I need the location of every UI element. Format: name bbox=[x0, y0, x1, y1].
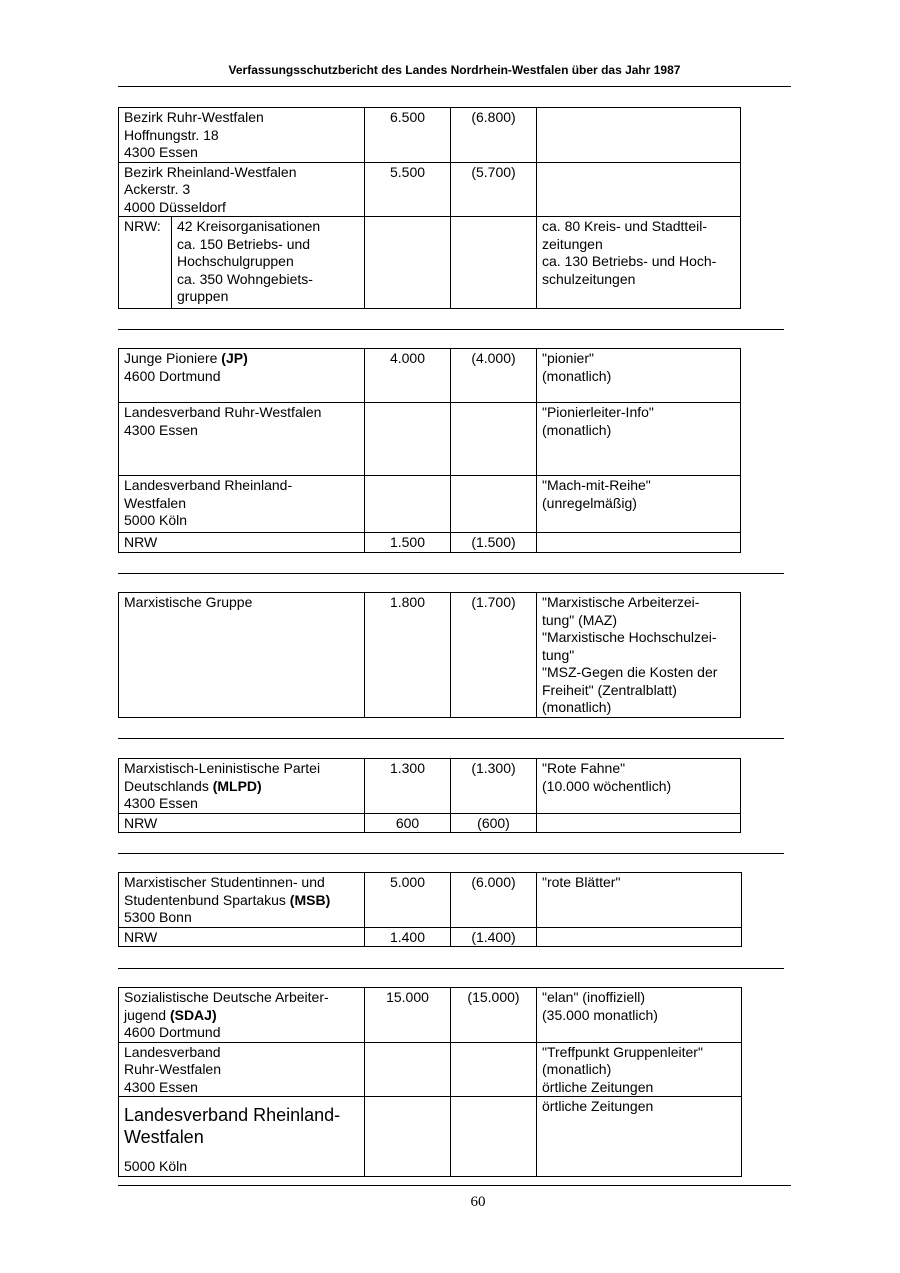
prev-members-cell: (1.700) bbox=[451, 593, 537, 718]
publication-cell: "elan" (inoffiziell) (35.000 monatlich) bbox=[537, 988, 742, 1043]
footer-rule bbox=[118, 1185, 791, 1186]
table-row bbox=[119, 403, 741, 476]
publication-cell: örtliche Zeitungen bbox=[537, 1097, 742, 1177]
prev-members-cell: (15.000) bbox=[451, 988, 537, 1043]
nrw-label: NRW bbox=[119, 927, 365, 947]
table-sdaj bbox=[118, 987, 742, 1177]
publication-cell: "Rote Fahne" (10.000 wöchentlich) bbox=[537, 759, 741, 814]
prev-members-cell bbox=[451, 1097, 537, 1177]
publication-cell: "Mach-mit-Reihe" (unregelmäßig) bbox=[537, 476, 741, 533]
publication-cell bbox=[537, 813, 741, 833]
nrw-label: NRW bbox=[119, 813, 365, 833]
members-cell bbox=[365, 1097, 451, 1177]
table-row bbox=[119, 1042, 742, 1097]
table-marxistische-gruppe bbox=[118, 592, 741, 718]
table-row bbox=[119, 162, 741, 217]
org-cell: Landesverband Ruhr-Westfalen 4300 Essen bbox=[119, 1042, 365, 1097]
prev-members-cell bbox=[451, 217, 537, 309]
table-row bbox=[119, 476, 741, 533]
publication-cell: "pionier" (monatlich) bbox=[537, 349, 741, 403]
prev-members-cell bbox=[451, 1042, 537, 1097]
members-cell bbox=[365, 1042, 451, 1097]
members-cell bbox=[365, 217, 451, 309]
header-rule bbox=[118, 86, 791, 87]
org-cell: Landesverband Rheinland- Westfalen 5000 Köln bbox=[119, 476, 365, 533]
org-cell: Junge Pioniere (JP) 4600 Dortmund bbox=[119, 349, 365, 403]
members-cell bbox=[365, 476, 451, 533]
org-cell: Marxistisch-Leninistische Partei Deutschlands (MLPD) 4300 Essen bbox=[119, 759, 365, 814]
table-row bbox=[119, 759, 741, 814]
prev-members-cell: (1.300) bbox=[451, 759, 537, 814]
prev-members-cell: (6.800) bbox=[451, 108, 537, 163]
members-cell: 600 bbox=[365, 813, 451, 833]
table-row bbox=[119, 108, 741, 163]
members-cell: 1.400 bbox=[365, 927, 451, 947]
members-cell: 1.500 bbox=[365, 533, 451, 553]
publication-cell bbox=[537, 162, 741, 217]
prev-members-cell: (5.700) bbox=[451, 162, 537, 217]
members-cell: 4.000 bbox=[365, 349, 451, 403]
publication-cell bbox=[537, 108, 741, 163]
prev-members-cell: (600) bbox=[451, 813, 537, 833]
prev-members-cell: (1.400) bbox=[451, 927, 537, 947]
table-bezirke bbox=[118, 107, 741, 309]
nrw-label: NRW: bbox=[119, 217, 172, 309]
table-row-nrw bbox=[119, 217, 741, 309]
publication-cell bbox=[537, 927, 742, 947]
section-divider bbox=[118, 853, 784, 854]
table-junge-pioniere bbox=[118, 348, 741, 553]
table-row bbox=[119, 1097, 742, 1177]
page-number: 60 bbox=[470, 1194, 486, 1210]
org-cell: Marxistische Gruppe bbox=[119, 593, 365, 718]
table-row bbox=[119, 349, 741, 403]
section-divider bbox=[118, 573, 784, 574]
table-row bbox=[119, 988, 742, 1043]
members-cell: 1.300 bbox=[365, 759, 451, 814]
members-cell: 15.000 bbox=[365, 988, 451, 1043]
table-mlpd bbox=[118, 758, 741, 833]
members-cell: 6.500 bbox=[365, 108, 451, 163]
org-cell: Bezirk Rheinland-Westfalen Ackerstr. 3 4000 Düsseldorf bbox=[119, 162, 365, 217]
publication-cell: ca. 80 Kreis- und Stadtteil- zeitungen ca. 130 Betriebs- und Hoch- schulzeitungen bbox=[537, 217, 741, 309]
members-cell bbox=[365, 403, 451, 476]
members-cell: 5.000 bbox=[365, 873, 451, 928]
prev-members-cell: (6.000) bbox=[451, 873, 537, 928]
org-cell: Landesverband Rheinland- Westfalen 5000 Köln bbox=[119, 1097, 365, 1177]
prev-members-cell: (1.500) bbox=[451, 533, 537, 553]
prev-members-cell: (4.000) bbox=[451, 349, 537, 403]
publication-cell bbox=[537, 533, 741, 553]
table-row-nrw bbox=[119, 813, 741, 833]
org-cell: Marxistischer Studentinnen- und Studentenbund Spartakus (MSB) 5300 Bonn bbox=[119, 873, 365, 928]
nrw-label: NRW bbox=[119, 533, 365, 553]
publication-cell: "rote Blätter" bbox=[537, 873, 742, 928]
table-msb bbox=[118, 872, 742, 947]
page-header: Verfassungsschutzbericht des Landes Nordrhein-Westfalen über das Jahr 1987 bbox=[228, 63, 681, 77]
table-row-nrw bbox=[119, 533, 741, 553]
prev-members-cell bbox=[451, 403, 537, 476]
table-row bbox=[119, 593, 741, 718]
publication-cell: "Treffpunkt Gruppenleiter" (monatlich) örtliche Zeitungen bbox=[537, 1042, 742, 1097]
prev-members-cell bbox=[451, 476, 537, 533]
section-divider bbox=[118, 329, 784, 330]
org-cell: 42 Kreisorganisationen ca. 150 Betriebs- und Hochschulgruppen ca. 350 Wohngebiets- gruppen bbox=[172, 217, 365, 309]
members-cell: 5.500 bbox=[365, 162, 451, 217]
section-divider bbox=[118, 968, 784, 969]
org-cell: Bezirk Ruhr-Westfalen Hoffnungstr. 18 4300 Essen bbox=[119, 108, 365, 163]
members-cell: 1.800 bbox=[365, 593, 451, 718]
publication-cell: "Marxistische Arbeiterzei- tung" (MAZ) "Marxistische Hochschulzei- tung" "MSZ-Gegen die Kosten der Freiheit" (Zentralblatt) (monatlich) bbox=[537, 593, 741, 718]
org-cell: Landesverband Ruhr-Westfalen 4300 Essen bbox=[119, 403, 365, 476]
section-divider bbox=[118, 738, 784, 739]
table-row bbox=[119, 873, 742, 928]
publication-cell: "Pionierleiter-Info" (monatlich) bbox=[537, 403, 741, 476]
table-row-nrw bbox=[119, 927, 742, 947]
org-cell: Sozialistische Deutsche Arbeiter- jugend (SDAJ) 4600 Dortmund bbox=[119, 988, 365, 1043]
